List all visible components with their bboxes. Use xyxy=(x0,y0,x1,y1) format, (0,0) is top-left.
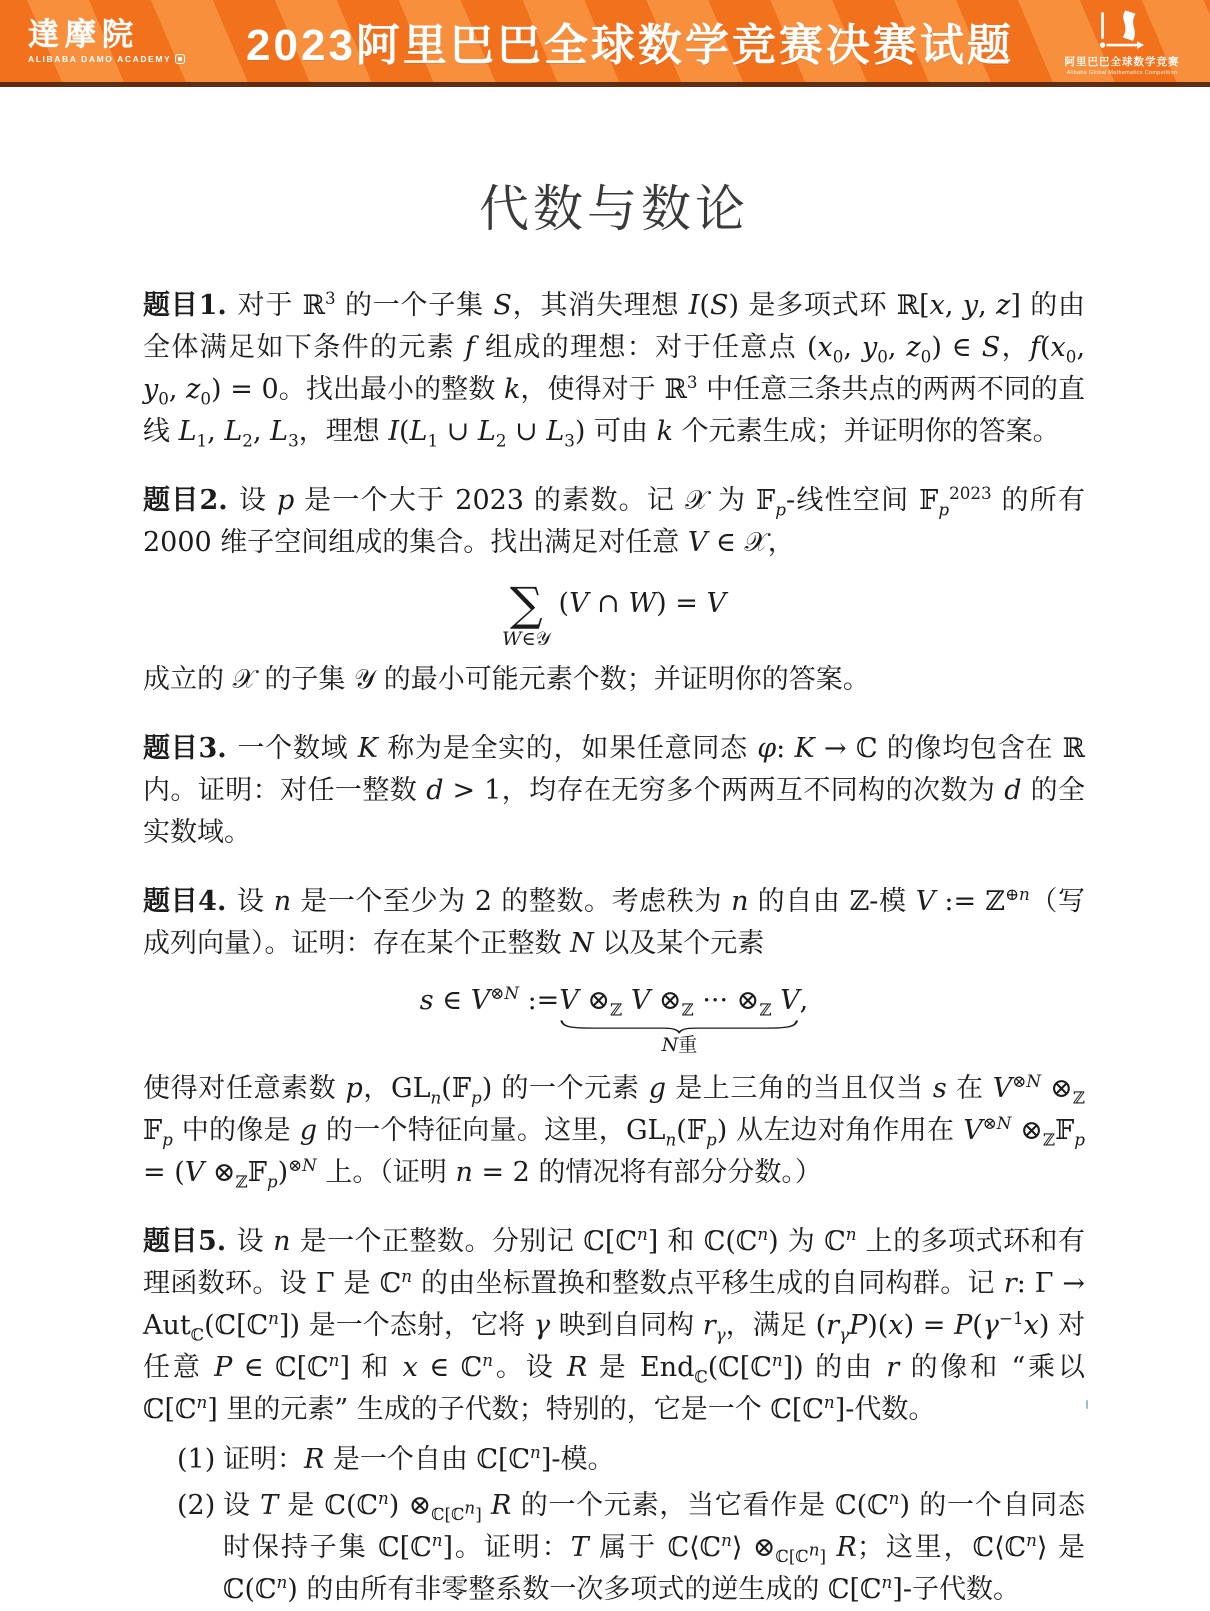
problem-5-text: 设 n 是一个正整数。分别记 ℂ[ℂ$^n$] 和 ℂ(ℂ$^n$) 为 ℂ$^n$ 上的多项式环和有理函数环。设 Γ 是 ℂ$^n$ 的由坐标置换和整数点平移生成的自同构群。记 r: Γ → Aut$_ℂ$(ℂ[ℂ$^n$]) 是一个态射，它将 γ 映到自同构 $r_\gamma$，满足 $(r_\gamma P)(x) = P(\gamma^{-1}x)$ 对任意 P ∈ ℂ[ℂ$^n$] 和 x ∈ ℂ$^n$。设 R 是 End$_ℂ$(ℂ[ℂ$^n$]) 的由 r 的像和 “乘以 ℂ[ℂ$^n$] 里的元素” 生成的子代数；特别的，它是一个 ℂ[ℂ$^n$]-代数。 xyxy=(143,1224,1086,1425)
problem-2-formula xyxy=(143,577,1085,650)
problem-5-subitems xyxy=(177,1439,1085,1611)
formula-head: s ∈ $V^{\otimes N}$ := xyxy=(419,983,560,1016)
underbrace-label: N重 xyxy=(661,1034,698,1056)
problem-3-label: 题目3. xyxy=(143,733,227,764)
document-title: 代数与数论 xyxy=(479,180,749,238)
problem-2-text: 设 p 是一个大于 2023 的素数。记 𝒳 为 𝔽$_p$-线性空间 𝔽$_p^{2023}$ 的所有 2000 维子空间组成的集合。找出满足对任意 V ∈ 𝒳， xyxy=(143,483,1085,558)
problem-4 xyxy=(143,881,1085,965)
problem-4-label: 题目4. xyxy=(143,886,227,917)
header-banner xyxy=(0,0,1210,87)
problem-5 xyxy=(143,1221,1085,1431)
competition-logo xyxy=(1062,7,1182,76)
damo-logo-text: 達摩院 xyxy=(28,16,139,53)
competition-logo-en: Alibaba Global Mathematics Competition xyxy=(1066,69,1178,76)
underbraced-expression: V $\otimes_ℤ$ V $\otimes_ℤ$ ··· $\otimes_ℤ$ V xyxy=(559,985,800,1020)
damo-seal-icon xyxy=(175,54,185,64)
scan-artifact-mark xyxy=(1086,1400,1088,1409)
problem-2-label: 题目2. xyxy=(143,485,228,516)
damo-logo-subtitle-row xyxy=(28,54,198,64)
list-item-number: (1) xyxy=(177,1444,216,1475)
list-item-text: 证明：R 是一个自由 ℂ[ℂ$^n$]-模。 xyxy=(223,1442,615,1475)
problem-1-text: 对于 ℝ$^3$ 的一个子集 S，其消失理想 I(S) 是多项式环 ℝ[x, y, z] 的由全体满足如下条件的元素 f 组成的理想：对于任意点 ($x_0$, $y_0$, $z_0$) ∈ S，$f(x_0$, $y_0$, $z_0) = 0$。找出最小的整数 k，使得对于 ℝ$^3$ 中任意三条共点的两两不同的直线 $L_1$, $L_2$, $L_3$，理想 $I(L_1$ ∪ $L_2$ ∪ $L_3$) 可由 k 个元素生成；并证明你的答案。 xyxy=(143,288,1086,451)
problem-4-continuation: 使得对任意素数 p，$GL_n(𝔽_p)$ 的一个元素 g 是上三角的当且仅当 s 在 $V^{\otimes N}$ $\otimes_ℤ$ 𝔽$_p$ 中的像是 g 的一个特征向量。这里，$GL_n(𝔽_p)$ 从左边对角作用在 $V^{\otimes N}$ $\otimes_ℤ𝔽_p = (V$ $\otimes_ℤ𝔽_p)^{\otimes N}$ 上。（证明 n = 2 的情况将有部分分数。） xyxy=(143,1071,1086,1192)
competition-logo-cn: 阿里巴巴全球数学竞赛 xyxy=(1064,55,1180,68)
problem-1 xyxy=(143,285,1085,453)
summation-subscript: W∈𝒴 xyxy=(502,628,551,650)
problem-5-label: 题目5. xyxy=(143,1226,227,1257)
problem-4-text: 设 n 是一个至少为 2 的整数。考虑秩为 n 的自由 ℤ-模 V := ℤ$^{\oplus n}$（写成列向量）。证明：存在某个正整数 N 以及某个元素 xyxy=(143,884,1085,959)
formula-tail: , xyxy=(799,985,809,1016)
summation-expression: (V ∩ W) = V xyxy=(558,588,726,619)
problem-4-formula xyxy=(143,981,1085,1056)
list-item xyxy=(177,1439,1085,1481)
underbrace-stack xyxy=(559,981,799,1056)
summation-symbol-stack xyxy=(502,577,551,650)
list-item-text: 设 T 是 ℂ(ℂ$^n$) $\otimes_{ℂ[ℂ^n]}$ R 的一个元素，当它看作是 ℂ(ℂ$^n$) 的一个自同态时保持子集 ℂ[ℂ$^n$]。证明：T 属于 ℂ⟨ℂ$^n$⟩ $\otimes_{ℂ[ℂ^n]}$ R；这里，ℂ⟨ℂ$^n$⟩ 是 ℂ(ℂ$^n$) 的由所有非零整系数一次多项式的逆生成的 ℂ[ℂ$^n$]-子代数。 xyxy=(223,1488,1085,1605)
damo-academy-logo xyxy=(28,18,198,64)
summation-icon: ∑ xyxy=(509,577,543,631)
problem-2 xyxy=(143,480,1085,564)
problem-1-label: 题目1. xyxy=(143,290,227,321)
problem-3-text: 一个数域 K 称为是全实的，如果任意同态 φ: K → ℂ 的像均包含在 ℝ 内。证明：对任一整数 d > 1，均存在无穷多个两两互不同构的次数为 d 的全实数域。 xyxy=(143,733,1085,848)
underbrace-icon xyxy=(559,1019,799,1033)
document-body xyxy=(0,169,1210,1611)
damo-logo-subtitle: ALIBABA DAMO ACADEMY xyxy=(28,54,172,65)
problem-2-continuation: 成立的 𝒳 的子集 𝒴 的最小可能元素个数；并证明你的答案。 xyxy=(143,664,870,695)
problem-list xyxy=(143,285,1085,1611)
list-item xyxy=(177,1485,1085,1611)
list-item-number: (2) xyxy=(177,1490,216,1521)
competition-logo-icon xyxy=(1096,7,1148,51)
page-title-banner: 2023阿里巴巴全球数学竞赛决赛试题 xyxy=(246,21,1014,70)
problem-3 xyxy=(143,728,1085,854)
